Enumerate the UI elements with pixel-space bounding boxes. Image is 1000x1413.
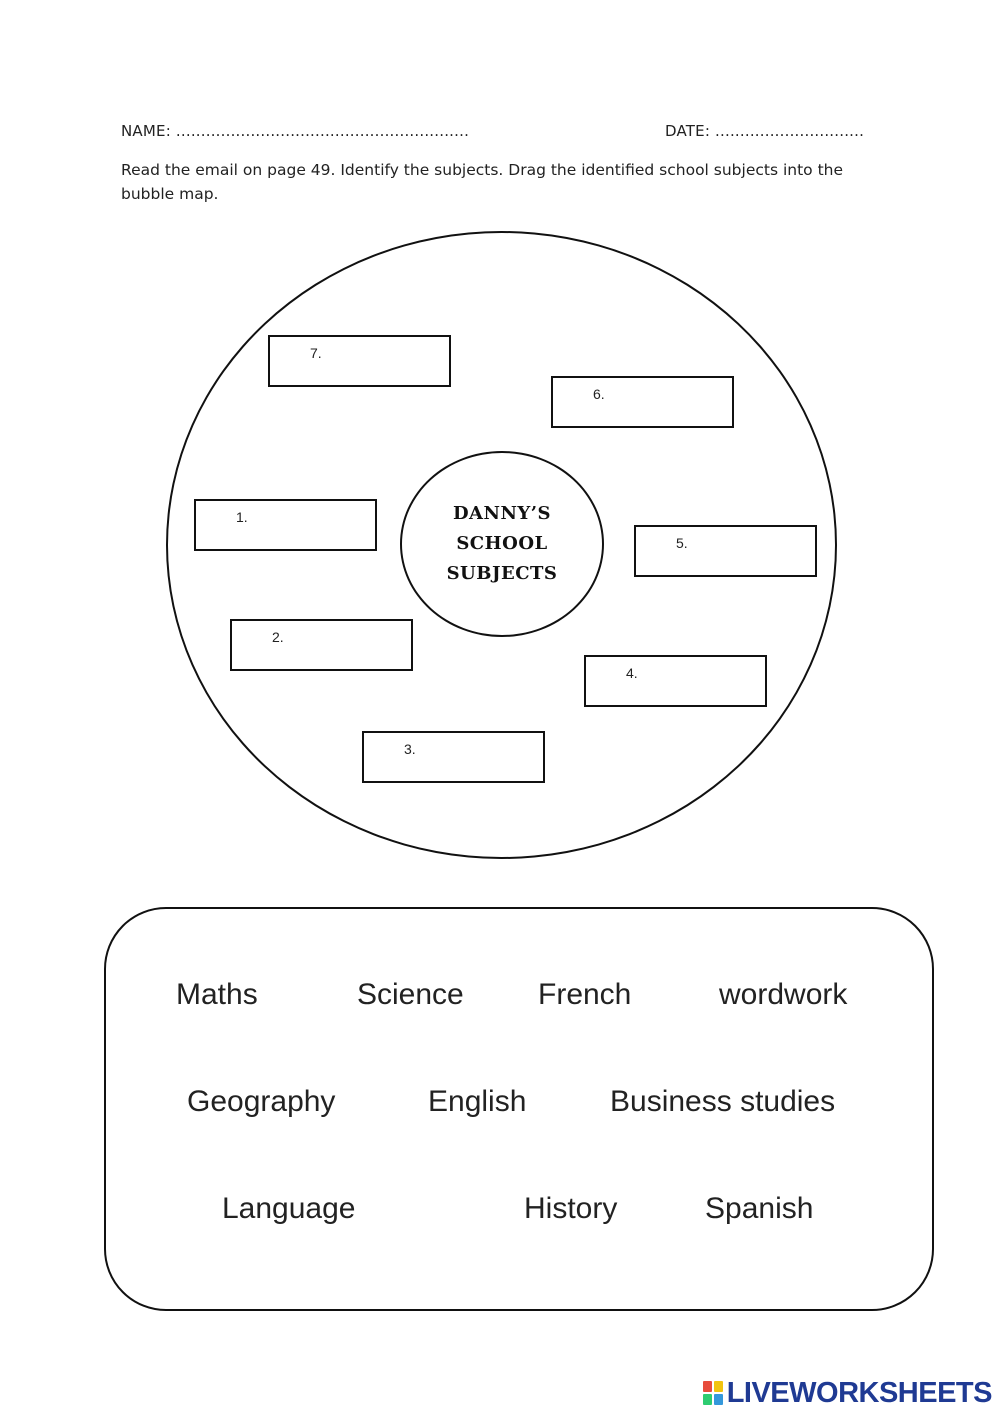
drop-box-number: 7. — [310, 345, 322, 361]
draggable-word[interactable]: Science — [357, 978, 464, 1011]
drop-box-number: 3. — [404, 741, 416, 757]
draggable-word[interactable]: Geography — [187, 1085, 336, 1118]
logo-square — [714, 1394, 723, 1405]
drop-box-7[interactable] — [268, 335, 451, 387]
drop-box-number: 6. — [593, 386, 605, 402]
center-title-line: SCHOOL — [456, 533, 548, 554]
drop-box-number: 1. — [236, 509, 248, 525]
drop-box-4[interactable] — [584, 655, 767, 707]
logo-square — [703, 1381, 712, 1392]
drop-box-1[interactable] — [194, 499, 377, 551]
liveworksheets-logo — [703, 1376, 992, 1410]
bubble-map-center — [400, 451, 604, 637]
center-title-line: SUBJECTS — [446, 563, 558, 584]
drop-box-number: 4. — [626, 665, 638, 681]
draggable-word[interactable]: Language — [222, 1192, 356, 1225]
draggable-word[interactable]: Maths — [176, 978, 258, 1011]
draggable-word[interactable]: English — [428, 1085, 527, 1118]
draggable-word[interactable]: French — [538, 978, 632, 1011]
drop-box-2[interactable] — [230, 619, 413, 671]
date-field-label: DATE: .............................. — [665, 122, 865, 140]
draggable-word[interactable]: Spanish — [705, 1192, 814, 1225]
instructions-text: Read the email on page 49. Identify the subjects. Drag the identified school subjects into the bubble map. — [121, 161, 844, 203]
drop-box-6[interactable] — [551, 376, 734, 428]
draggable-word[interactable]: wordwork — [719, 978, 848, 1011]
logo-text: LIVEWORKSHEETS — [726, 1376, 992, 1409]
drop-box-number: 5. — [676, 535, 688, 551]
draggable-word[interactable]: Business studies — [610, 1085, 836, 1118]
drop-box-3[interactable] — [362, 731, 545, 783]
center-title — [447, 499, 558, 589]
draggable-word[interactable]: History — [524, 1192, 618, 1225]
logo-square — [714, 1381, 723, 1392]
liveworksheets-logo-icon — [703, 1381, 723, 1405]
center-title-line: DANNY’S — [452, 503, 552, 524]
logo-square — [703, 1394, 712, 1405]
drop-box-5[interactable] — [634, 525, 817, 577]
name-field-label: NAME: ........................................................... — [121, 122, 470, 140]
drop-box-number: 2. — [272, 629, 284, 645]
